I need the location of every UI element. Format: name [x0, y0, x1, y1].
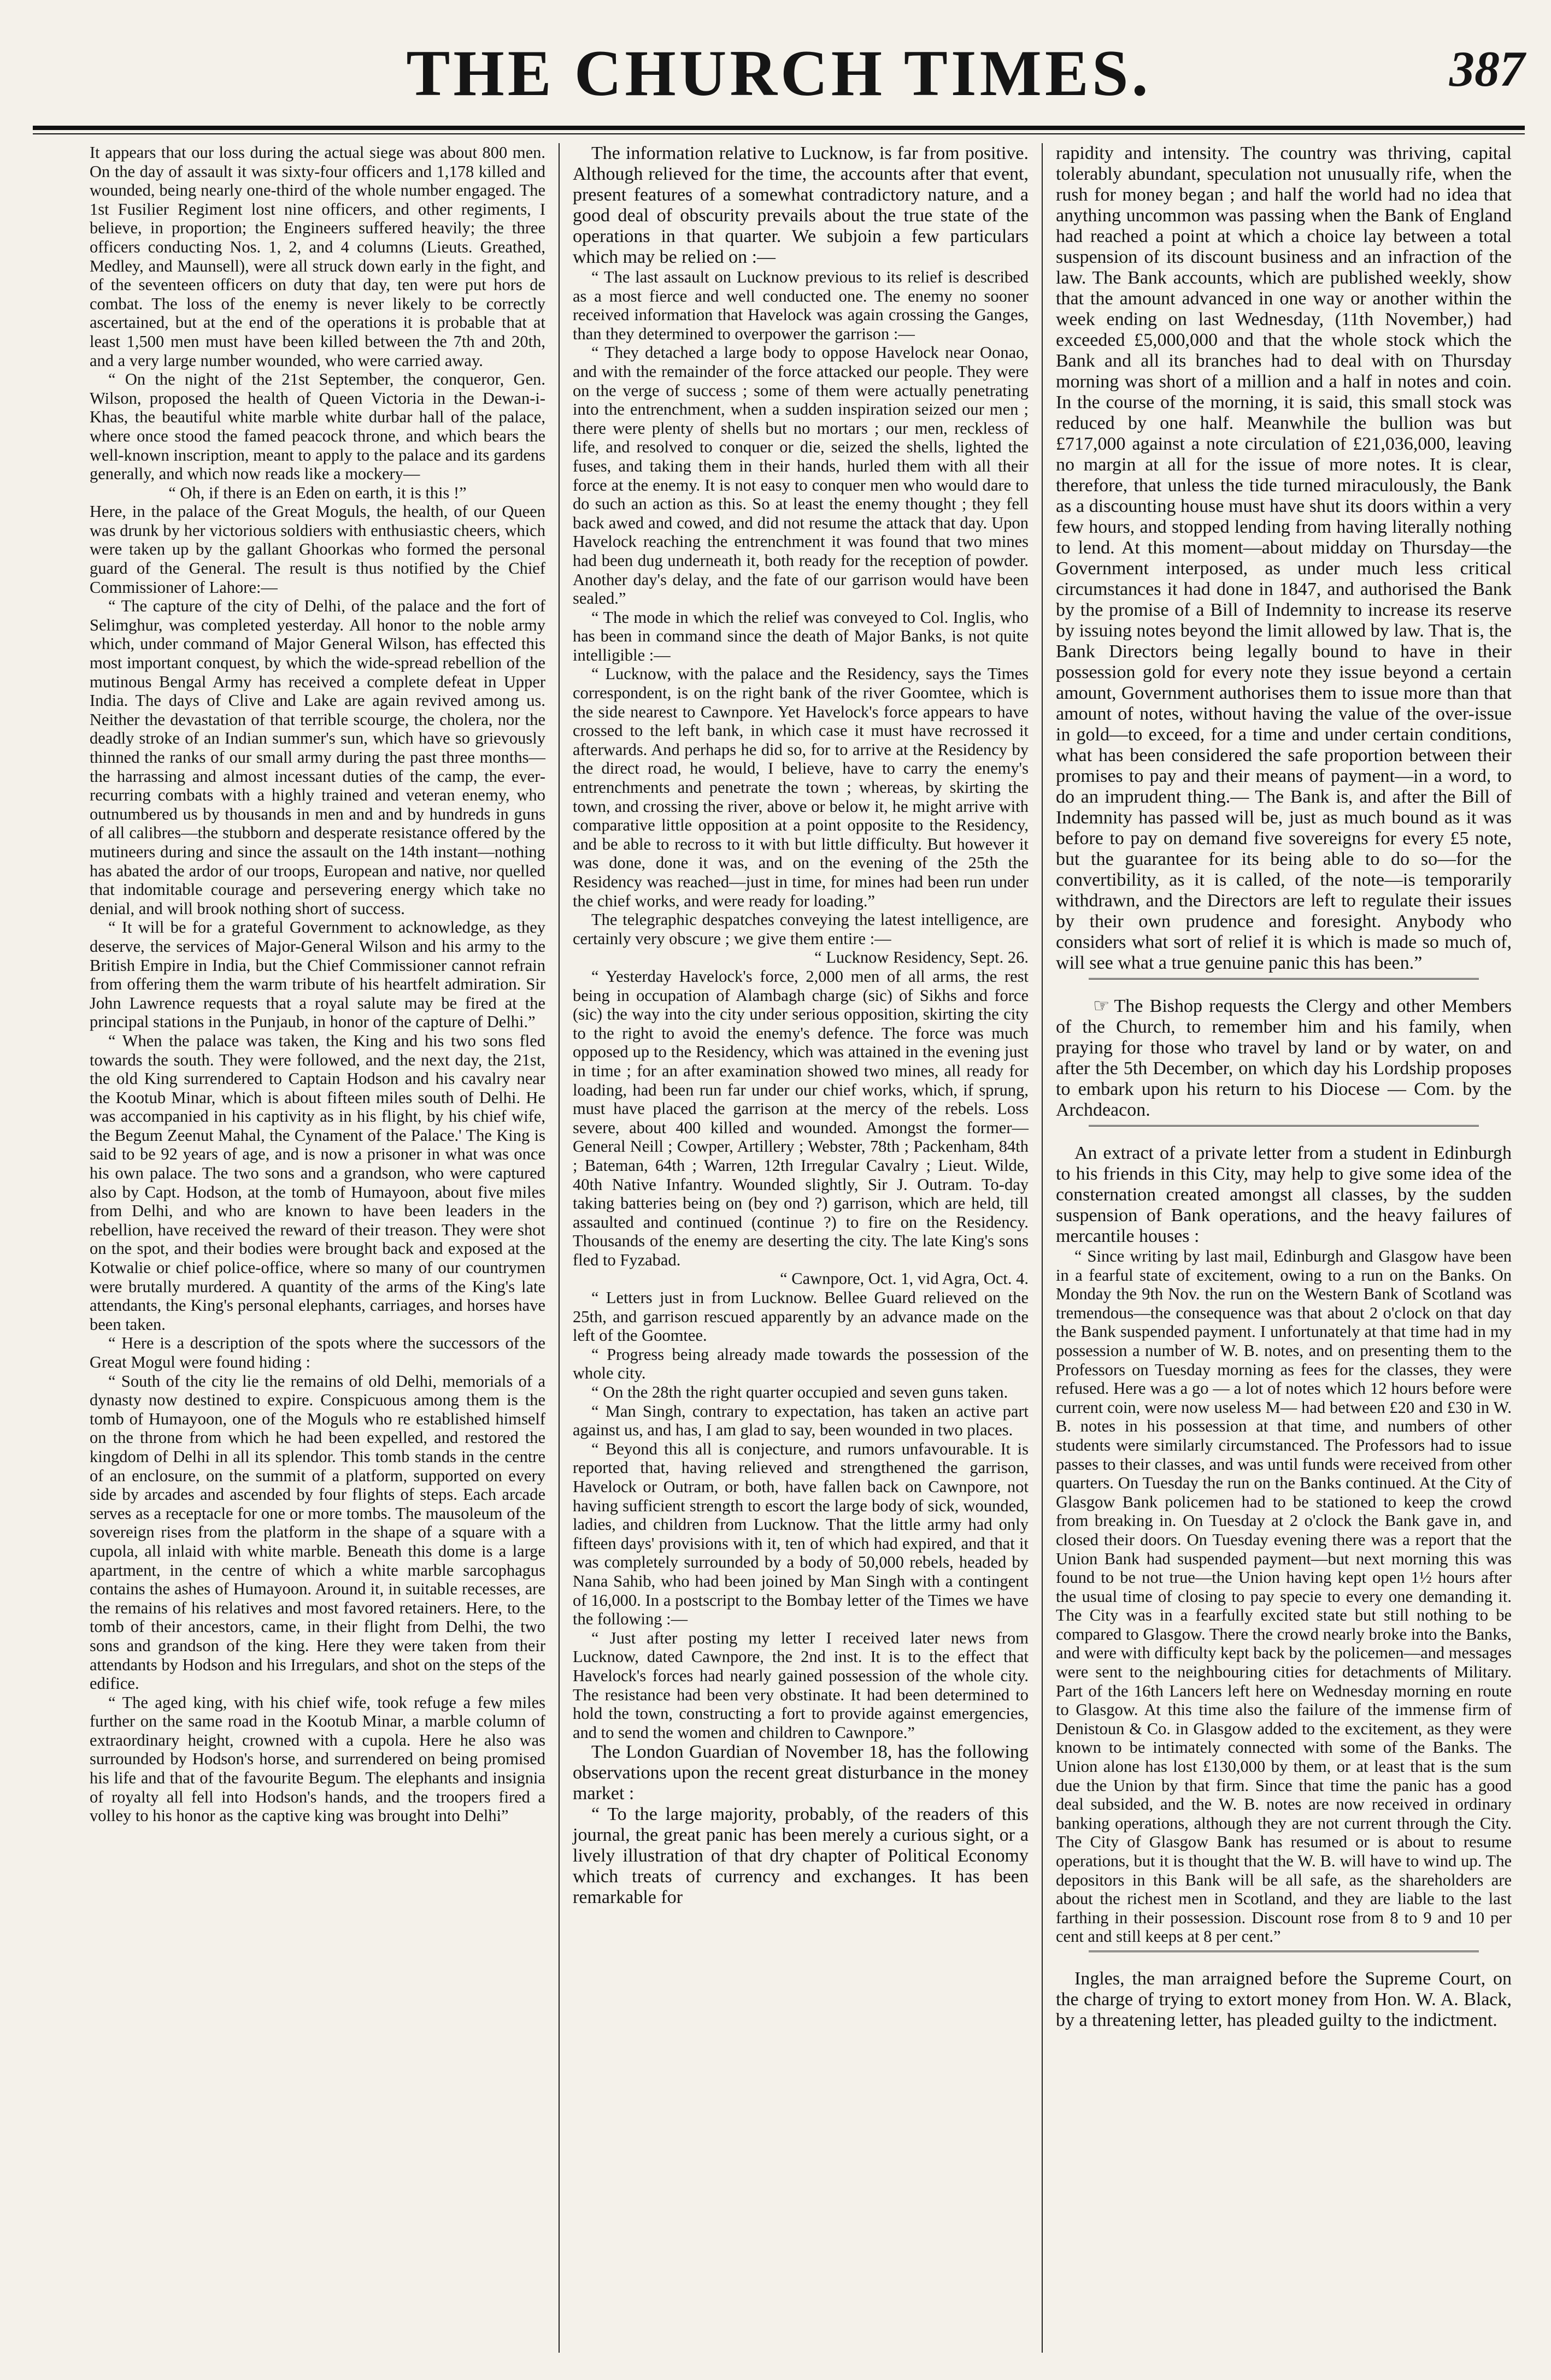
- paragraph: “ Just after posting my letter I received later news from Lucknow, dated Cawnpore, the 2nd inst. It is to the effect that Havelock's forces had nearly gained possession of the whole city. The resistance had been very obstinate. It had been determined to hold the town, constructing a fort to provide against emergencies, and to send the women and children to Cawnpore.”: [573, 1628, 1029, 1742]
- masthead: [33, 33, 1525, 115]
- paragraph: “ Here is a description of the spots where the successors of the Great Mogul were found hiding :: [90, 1334, 545, 1371]
- paragraph: “ Beyond this all is conjecture, and rumors unfavourable. It is reported that, having relieved and strengthened the garrison, Havelock or Outram, or both, have fallen back on Cawnpore, not having sufficient strength to escort the large body of sick, wounded, ladies, and children from Lucknow. That the little army had only fifteen days' provisions with it, ten of which had expired, and that it was completely surrounded by a body of 50,000 rebels, headed by Nana Sahib, who had been joined by Man Singh with a contingent of 16,000. In a postscript to the Bombay letter of the Times we have the following :—: [573, 1439, 1029, 1629]
- paragraph: “ To the large majority, probably, of the readers of this journal, the great panic has been merely a curious sight, or a lively illustration of that dry chapter of Political Economy which treats of currency and exchanges. It has been remarkable for: [573, 1804, 1029, 1908]
- article-columns: [77, 143, 1525, 2353]
- pointing-hand-icon: ☞: [1093, 996, 1110, 1016]
- paragraph: “ Letters just in from Lucknow. Bellee Guard relieved on the 25th, and garrison rescued apparently by an advance made on the left of the Goomtee.: [573, 1288, 1029, 1345]
- paragraph: “ Progress being already made towards the possession of the whole city.: [573, 1345, 1029, 1383]
- bishop-notice: [1056, 996, 1512, 1121]
- column-right: [1042, 143, 1525, 2353]
- paragraph: It appears that our loss during the actual siege was about 800 men. On the day of assault it was sixty-four officers and 1,178 killed and wounded, being nearly one-third of the whole number engaged. The 1st Fusilier Regiment lost nine officers, and other regiments, I believe, in proportion; the Engineers suffered heavily; the three officers conducting Nos. 1, 2, and 4 columns (Lieuts. Greathed, Medley, and Maunsell), were all struck down early in the fight, and of the seventeen officers on duty that day, ten were put hors de combat. The loss of the enemy is never likely to be correctly ascertained, but at the end of the operations it is probable that at least 1,500 men must have been killed between the 7th and 20th, and a very large number wounded, who were carried away.: [90, 143, 545, 370]
- paragraph: “ On the night of the 21st September, the conqueror, Gen. Wilson, proposed the health of Queen Victoria in the Dewan-i-Khas, the beautiful white marble white durbar hall of the palace, where once stood the famed peacock throne, and which bears the well-known inscription, meant to apply to the palace and its gardens generally, and which now reads like a mockery—: [90, 370, 545, 484]
- section-divider: [1089, 978, 1479, 992]
- section-divider: [1089, 1951, 1479, 1964]
- paragraph: The London Guardian of November 18, has the following observations upon the recent great disturbance in the money market :: [573, 1742, 1029, 1804]
- dateline: “ Lucknow Residency, Sept. 26.: [814, 948, 1029, 967]
- bishop-notice-text: The Bishop requests the Clergy and other Members of the Church, to remember him and his family, when praying for those who travel by land or by water, on and after the 5th December, on which day his Lordship proposes to embark upon his return to his Diocese — Com. by the Archdeacon.: [1056, 996, 1512, 1120]
- column-left: [77, 143, 559, 2353]
- paragraph: “ When the palace was taken, the King and his two sons fled towards the south. They were followed, and the next day, the 21st, the old King surrendered to Captain Hodson and his cavalry near the Kootub Minar, which is about fifteen miles south of Delhi. He was accompanied in his captivity as in his flight, by his chief wife, the Begum Zeenut Mahal, the Cynament of the Palace.' The King is said to be 92 years of age, and is now a prisoner in what was once his own palace. The two sons and a grandson, who were captured also by Capt. Hodson, at the tomb of Humayoon, about five miles from Delhi, and who are known to have been leaders in the rebellion, have received the reward of their treason. They were shot on the spot, and their bodies were brought back and exposed at the Kotwalie or chief police-office, where so many of our countrymen were brutally murdered. A quantity of the arms of the King's late attendants, the King's personal elephants, carriages, and horses have been taken.: [90, 1031, 545, 1334]
- paragraph: An extract of a private letter from a student in Edinburgh to his friends in this City, may help to give some idea of the consternation created amongst all classes, by the sudden suspension of Bank operations, and the heavy failures of mercantile houses :: [1056, 1143, 1512, 1246]
- paragraph: “ The capture of the city of Delhi, of the palace and the fort of Selimghur, was completed yesterday. All honor to the noble army which, under command of Major General Wilson, has effected this most important conquest, by which the wide-spread rebellion of the mutinous Bengal Army has received a complete defeat in Upper India. The days of Clive and Lake are again revived among us. Neither the devastation of that terrible scourge, the cholera, nor the deadly stroke of an Indian summer's sun, which have so grievously thinned the ranks of our small army during the past three months—the harrassing and almost incessant duties of the camp, the ever-recurring combats with a highly trained and veteran enemy, who outnumbered us by thousands in men and and by hundreds in guns of all calibres—the stubborn and desperate resistance offered by the mutineers during and since the assault on the 14th instant—nothing has abated the ardor of our troops, European and native, nor quelled that indomitable courage and persevering energy which take no denial, and will brook nothing short of success.: [90, 597, 545, 918]
- section-divider: [1089, 1125, 1479, 1139]
- paragraph: Ingles, the man arraigned before the Supreme Court, on the charge of trying to extort money from Hon. W. A. Black, by a threatening letter, has pleaded guilty to the indictment.: [1056, 1968, 1512, 2030]
- paragraph: “ Yesterday Havelock's force, 2,000 men of all arms, the rest being in occupation of Alambagh charge (sic) of Sikhs and force (sic) the way into the city under serious opposition, skirting the city to the right to avoid the enemy's defence. The force was much opposed up to the Residency, which was attained in the evening just in time ; for an after examination showed two mines, all ready for loading, had been run far under our chief works, which, if sprung, must have placed the garrison at the mercy of the rebels. Loss severe, about 400 killed and wounded. Amongst the former—General Neill ; Cowper, Artillery ; Webster, 78th ; Packenham, 84th ; Bateman, 64th ; Warren, 12th Irregular Cavalry ; Lieut. Wilde, 40th Native Infantry. Wounded slightly, Sir J. Outram. To-day taking batteries being on (bey ond ?) garrison, which are held, till assaulted and continued (continue ?) to fire on the Residency. Thousands of the enemy are deserting the city. The late King's sons fled to Fyzabad.: [573, 967, 1029, 1269]
- paragraph: The telegraphic despatches conveying the latest intelligence, are certainly very obscure ; we give them entire :—: [573, 910, 1029, 948]
- paragraph: “ Since writing by last mail, Edinburgh and Glasgow have been in a fearful state of excitement, owing to a run on the Banks. On Monday the 9th Nov. the run on the Western Bank of Scotland was tremendous—the consequence was that about 2 o'clock on that day the Bank suspended payment. I unfortunately at that time had in my possession a number of W. B. notes, and on presenting them to the Professors on Tuesday morning as fees for the classes, they were refused. Here was a go — a lot of notes which 12 hours before were current coin, were now useless M— had between £20 and £30 in W. B. notes in his possession at that time, and numbers of other students were similarly circumstanced. The Professors had to issue passes to their classes, and was until funds were received from other quarters. On Tuesday the run on the Banks continued. At the City of Glasgow Bank policemen had to be stationed to keep the crowd from breaking in. On Tuesday at 2 o'clock the Bank gave in, and closed their doors. On Tuesday evening there was a report that the Union Bank had suspended payment—but next morning this was found to be not true—the Union having kept open 1½ hours after the usual time of closing to pay specie to every one demanding it. The City was in a fearfully excited state but still nothing to be compared to Glasgow. There the crowd nearly broke into the Banks, and were with difficulty kept back by the policemen—and messages were sent to the neighbouring cities for detachments of Military. Part of the 16th Lancers left here on Wednesday morning en route to Glasgow. At this time also the failure of the immense firm of Denistoun & Co. in Glasgow added to the excitement, as they were known to be intimately connected with some of the Banks. The Union alone has lost £130,000 by them, or at least that is the sum due the Union by that firm. Since that time the panic has a good deal subsided, and the W. B. notes are now received in ordinary banking operations, although they are not current through the City. The City of Glasgow Bank has resumed or is about to resume operations, but it is thought that the W. B. will have to wind up. The depositors in this Bank will be all safe, as the shareholders are about the richest men in Scotland, and they are liable to the last farthing in their possession. Discount rose from 8 to 9 and 10 per cent and still keeps at 8 per cent.”: [1056, 1247, 1512, 1946]
- paragraph: “ The mode in which the relief was conveyed to Col. Inglis, who has been in command since the death of Major Banks, is not quite intelligible :—: [573, 608, 1029, 664]
- paragraph: “ It will be for a grateful Government to acknowledge, as they deserve, the services of Major-General Wilson and his army to the British Empire in India, but the Chief Commissioner cannot refrain from offering them the warm tribute of his heartfelt admiration. Sir John Lawrence requests that a royal salute may be fired at the principal stations in the Punjaub, in honor of the capture of Delhi.”: [90, 918, 545, 1032]
- paragraph: “ Lucknow, with the palace and the Residency, says the Times correspondent, is on the right bank of the river Goomtee, which is the side nearest to Cawnpore. Yet Havelock's force appears to have crossed to the left bank, in which case it must have recrossed it afterwards. And perhaps he did so, for to arrive at the Residency by the direct road, he would, I believe, have to carry the enemy's entrenchments and penetrate the town ; whereas, by skirting the town, and crossing the river, above or below it, he might arrive with comparative little opposition at a point opposite to the Residency, and be able to recross to it with but little difficulty. But however it was done, done it was, and on the evening of the 25th the Residency was reached—just in time, for mines had been run under the chief works, and were ready for loading.”: [573, 664, 1029, 910]
- paragraph: “ The aged king, with his chief wife, took refuge a few miles further on the same road in the Kootub Minar, a marble column of extraordinary height, crowned with a cupola. Here he also was surrounded by Hodson's horse, and surrendered on being promised his life and that of the favourite Begum. The elephants and insignia of royalty all fell into Hodson's hands, and the troopers fired a volley to his honor as the captive king was brought into Delhi”: [90, 1693, 545, 1825]
- header-rule-thick: [33, 126, 1525, 130]
- column-middle: [559, 143, 1042, 2353]
- paragraph: Here, in the palace of the Great Moguls, the health, of our Queen was drunk by her victorious soldiers with enthusiastic cheers, which were taken up by the gallant Ghoorkas who formed the personal guard of the General. The result is thus notified by the Chief Commissioner of Lahore:—: [90, 502, 545, 597]
- page-number: 387: [1449, 41, 1525, 97]
- paragraph: “ Oh, if there is an Eden on earth, it is this !”: [168, 483, 467, 502]
- paragraph: “ The last assault on Lucknow previous to its relief is described as a most fierce and well conducted one. The enemy no sooner received information that Havelock was again crossing the Ganges, than they determined to overpower the garrison :—: [573, 268, 1029, 343]
- paragraph: The information relative to Lucknow, is far from positive. Although relieved for the time, the accounts after that event, present features of a somewhat contradictory nature, and a good deal of obscurity prevails about the true state of the operations in that quarter. We subjoin a few particulars which may be relied on :—: [573, 143, 1029, 267]
- dateline: “ Cawnpore, Oct. 1, vid Agra, Oct. 4.: [780, 1269, 1029, 1288]
- paragraph: rapidity and intensity. The country was thriving, capital tolerably abundant, speculation not unusually rife, when the rush for money began ; and half the world had no idea that anything uncommon was passing when the Bank of England had reached a point at which a choice lay between a total suspension of its discount business and an infraction of the law. The Bank accounts, which are published weekly, show that the amount advanced in one way or another within the week ending on last Wednesday, (11th November,) had exceeded £5,000,000 and that the whole stock which the Bank and all its branches had to deal with on Thursday morning was short of a million and a half in notes and coin. In the course of the morning, it is said, this small stock was reduced by one half. Meanwhile the bullion was but £717,000 against a note circulation of £21,036,000, leaving no margin at all for the issue of more notes. It is clear, therefore, that unless the tide turned miraculously, the Bank as a discounting house must have shut its doors within a very few hours, and stopped lending from having literally nothing to lend. At this moment—about midday on Thursday—the Government interposed, as under much less critical circumstances it had done in 1847, and authorised the Bank by the promise of a Bill of Indemnity to increase its reserve by issuing notes beyond the limit allowed by law. That is, the Bank Directors being legally bound to have in their possession gold for every note they issue beyond a certain amount, Government authorises them to issue more than that amount of notes, without having the value of the over-issue in gold—to exceed, for a time and under certain conditions, what has been considered the safe proportion between their promises to pay and their means of payment—in a word, to do an imprudent thing.— The Bank is, and after the Bill of Indemnity has passed will be, just as much bound as it was before to pay on demand five sovereigns for every £5 note, but the guarantee for its being able to do so—for the convertibility, as it is called, of the note—is temporarily withdrawn, and the Directors are left to regulate their issues by their own prudence and foresight. Anybody who considers what sort of relief it is which is made so much of, will see what a true genuine panic this has been.”: [1056, 143, 1512, 973]
- header-rule-thin: [33, 133, 1525, 134]
- paragraph: “ South of the city lie the remains of old Delhi, memorials of a dynasty now destined to expire. Conspicuous among them is the tomb of Humayoon, one of the Moguls who re established himself on the throne from which he had been expelled, and restored the kingdom of Delhi in all its splendor. This tomb stands in the centre of an enclosure, on the summit of a platform, supported on every side by arcades and ascended by four flights of steps. Each arcade serves as a receptacle for one or more tombs. The mausoleum of the sovereign rises from the platform in the shape of a square with a cupola, all inlaid with white marble. Beneath this dome is a large apartment, in the centre of which a white marble sarcophagus contains the ashes of Humayoon. Around it, in suitable recesses, are the remains of his relatives and most favored retainers. Here, to the tomb of their ancestors, came, in their flight from Delhi, the two sons and grandson of the king. Here they were taken from their attendants by Hodson and his Irregulars, and shot on the steps of the edifice.: [90, 1371, 545, 1693]
- paragraph: “ On the 28th the right quarter occupied and seven guns taken.: [591, 1383, 1008, 1402]
- paragraph: “ Man Singh, contrary to expectation, has taken an active part against us, and has, I am glad to say, been wounded in two places.: [573, 1401, 1029, 1440]
- paragraph: “ They detached a large body to oppose Havelock near Oonao, and with the remainder of the force attacked our people. They were on the verge of success ; some of them were actually penetrating into the entrenchment, when a sudden inspiration seized our men ; there were plenty of shells but no mortars ; our men, reckless of life, and resolved to conquer or die, seized the shells, lighted the fuses, and taking them in their hands, hurled them with all their force at the enemy. It is not easy to conquer men who would dare to do such an action as this. So at least the enemy thought ; they fell back awed and cowed, and did not resume the attack that day. Upon Havelock reaching the entrenchment it was found that two mines had been dug underneath it, both ready for the reception of powder. Another day's delay, and the fate of our garrison would have been sealed.”: [573, 343, 1029, 608]
- running-title: THE CHURCH TIMES.: [406, 37, 1152, 109]
